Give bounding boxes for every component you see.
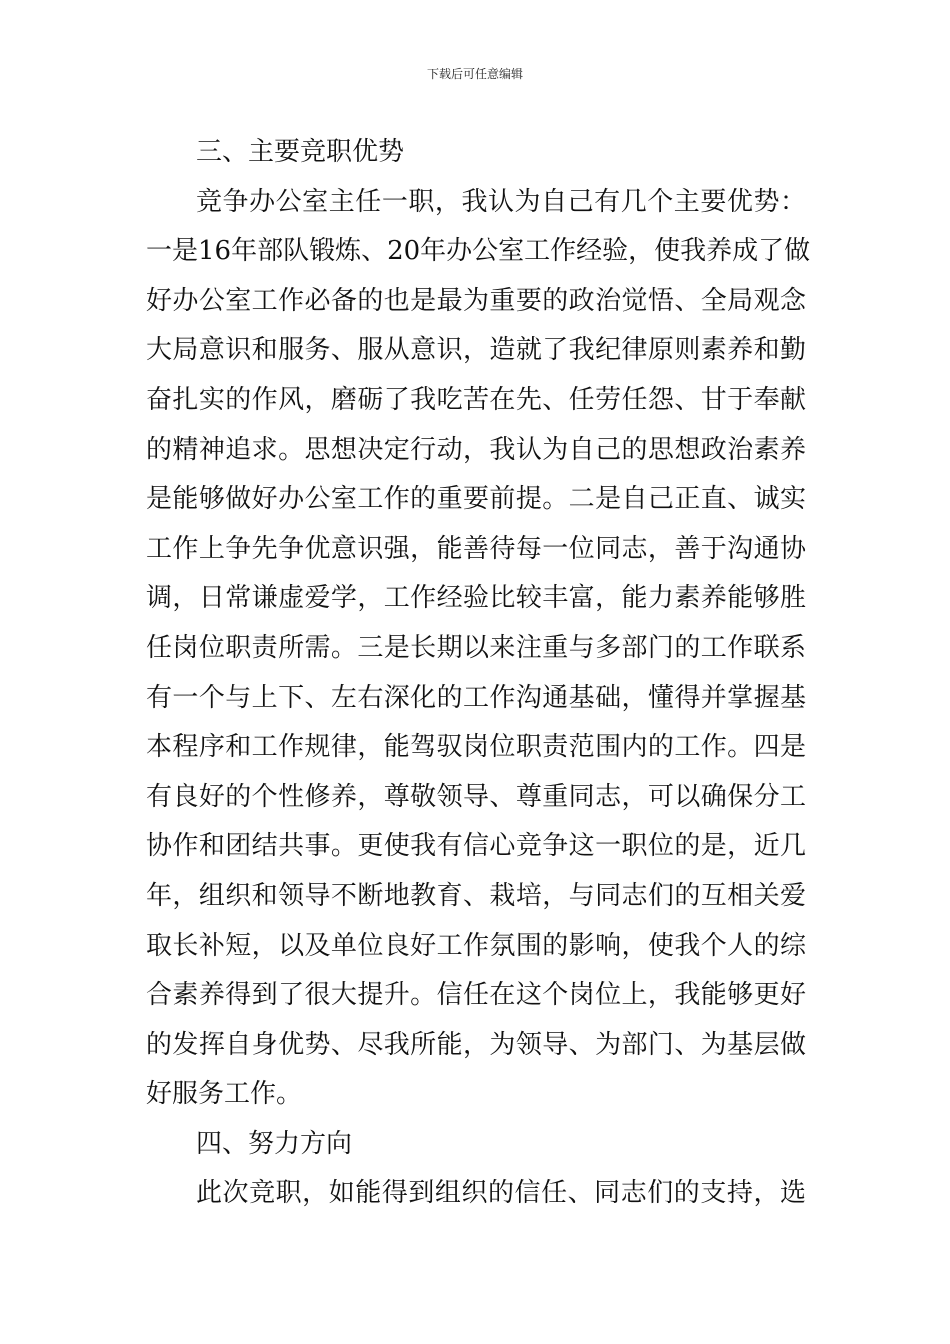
text-line: 年，组织和领导不断地教育、栽培，与同志们的互相关爱	[146, 880, 806, 911]
text-line: 四、努力方向	[196, 1128, 353, 1159]
text-line: 是能够做好办公室工作的重要前提。二是自己正直、诚实	[146, 484, 806, 515]
text-line: 取长补短，以及单位良好工作氛围的影响，使我个人的综	[146, 930, 806, 961]
text-line: 本程序和工作规律，能驾驭岗位职责范围内的工作。四是	[146, 732, 806, 763]
text-line: 一是16年部队锻炼、20年办公室工作经验，使我养成了做	[146, 236, 811, 267]
text-line: 有一个与上下、左右深化的工作沟通基础，懂得并掌握基	[146, 682, 806, 713]
text-line: 竞争办公室主任一职，我认为自己有几个主要优势：	[196, 186, 806, 217]
text-line: 任岗位职责所需。三是长期以来注重与多部门的工作联系	[146, 632, 806, 663]
text-line: 三、主要竞职优势	[196, 137, 405, 167]
text-line: 大局意识和服务、服从意识，造就了我纪律原则素养和勤	[146, 335, 806, 366]
text-line: 好服务工作。	[146, 1079, 303, 1110]
text-line: 工作上争先争优意识强，能善待每一位同志，善于沟通协	[146, 533, 806, 564]
text-line: 好办公室工作必备的也是最为重要的政治觉悟、全局观念	[146, 285, 806, 316]
text-line: 的精神追求。思想决定行动，我认为自己的思想政治素养	[146, 434, 806, 465]
text-line: 合素养得到了很大提升。信任在这个岗位上，我能够更好	[146, 980, 806, 1011]
page-header-note: 下载后可任意编辑	[426, 67, 523, 81]
text-line: 有良好的个性修养，尊敬领导、尊重同志，可以确保分工	[146, 781, 806, 812]
text-line: 调，日常谦虚爱学，工作经验比较丰富，能力素养能够胜	[146, 583, 806, 614]
text-line: 协作和团结共事。更使我有信心竞争这一职位的是，近几	[146, 831, 806, 862]
text-line: 奋扎实的作风，磨砺了我吃苦在先、任劳任怨、甘于奉献	[146, 384, 806, 415]
document-body	[146, 128, 811, 1219]
text-line: 此次竞职，如能得到组织的信任、同志们的支持，选	[196, 1178, 806, 1209]
text-line: 的发挥自身优势、尽我所能，为领导、为部门、为基层做	[146, 1029, 806, 1060]
